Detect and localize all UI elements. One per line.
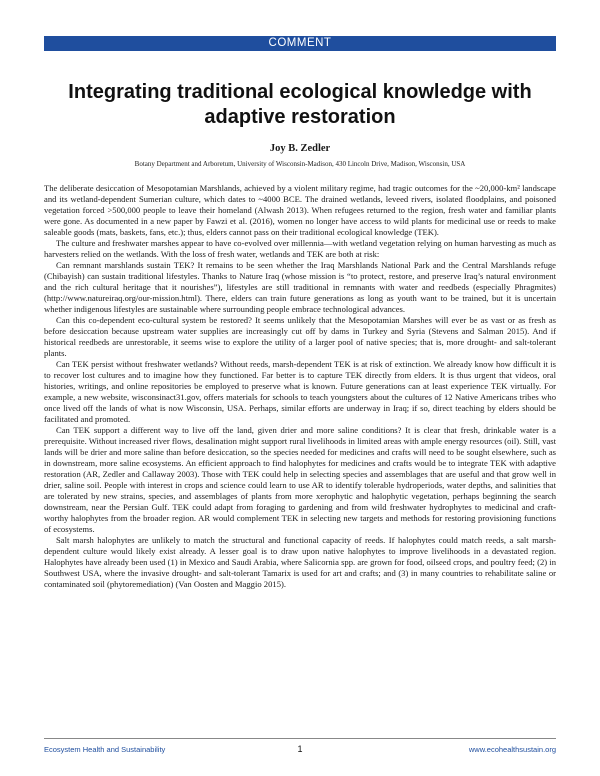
footer-divider bbox=[44, 738, 556, 739]
paragraph: Can this co-dependent eco-cultural system be restored? It seems unlikely that the Mesopotamian Marshes will ever be as vast or as fresh as before desiccation because upstream water supplies are increasingly cut off by dams in Turkey and Syria (Stevens and Salman 2015). And if historical reedbeds are unrestorable, it seems wise to explore the utility of a larger pool of native species; that is, more drought- and salt-tolerant plants. bbox=[44, 315, 556, 358]
journal-name: Ecosystem Health and Sustainability bbox=[44, 745, 166, 754]
author-name: Joy B. Zedler bbox=[269, 143, 331, 154]
section-banner: COMMENT bbox=[44, 36, 556, 51]
author-affiliation: Botany Department and Arboretum, University of Wisconsin-Madison, 430 Lincoln Drive, Madison, Wisconsin, USA bbox=[134, 160, 466, 168]
page-number: 1 bbox=[297, 744, 303, 754]
article-title: Integrating traditional ecological knowledge with adaptive restoration bbox=[68, 81, 532, 128]
paragraph: Can remnant marshlands sustain TEK? It remains to be seen whether the Iraq Marshlands National Park and the Central Marshlands refuge (Chibayish) can sustain traditional lifestyles. Thanks to Nature Iraq (whose mission is “to protect, restore, and preserve Iraq’s natural environment and the rich cultural heritage that it nourishes”), lifestyles are still traditional in remnants with water and reedbeds (especially Phragmites) (http://www.natureiraq.org/our-mission.html). There, elders can train future generations as long as youth want to be trained, but it is uncertain whether indigenous lifestyles are sustainable where surrounding people embrace technological advances. bbox=[44, 260, 556, 314]
journal-url[interactable]: www.ecohealthsustain.org bbox=[468, 745, 556, 754]
paragraph: The deliberate desiccation of Mesopotamian Marshlands, achieved by a violent military regime, had tragic outcomes for the ~20,000-km² landscape and its wetland-dependent Sumerian culture, which dates to ~4000 BCE. The drained wetlands, leveed rivers, isolated floodplains, and poisoned vegetation forced >500,000 people to leave their homeland (Alwash 2013). When refugees returned to the region, fresh water and familiar plants were gone. As documented in a new paper by Fawzi et al. (2016), women no longer have access to wild plants for medicinal use or reeds to make saleable goods (mats, baskets, fans, etc.); thus, elders cannot pass on their traditional ecological knowledge (TEK). bbox=[44, 183, 556, 237]
paragraph: Can TEK persist without freshwater wetlands? Without reeds, marsh-dependent TEK is at risk of extinction. We already know how difficult it is to recover lost cultures and to imagine how they functioned. Far better is to capture TEK directly from elders. It is thus urgent that videos, oral histories, writings, and online repositories be employed to preserve what is known. Future generations can at least experience TEK virtually. For example, a new website, wisconsinact31.gov, offers materials for schools to teach youngsters about the cultures of 12 Native Americans tribes who once lived off the lands of what is now Wisconsin, USA. Perhaps, similar efforts are underway in Iraq; if so, direct teaching by elders should be facilitated and promoted. bbox=[44, 359, 556, 424]
paragraph: The culture and freshwater marshes appear to have co-evolved over millennia—with wetland vegetation relying on human harvesting as much as harvesters relied on the wetlands. With the loss of fresh water, wetlands and TEK are both at risk: bbox=[44, 238, 556, 259]
paragraph: Can TEK support a different way to live off the land, given drier and more saline conditions? It is clear that fresh, drinkable water is a prerequisite. Without increased river flows, desalination might support rural livelihoods in limited areas with ample energy resources (oil). Still, vast lands will be drier and more saline than before desiccation, so the species needed for medicines and crafts will need to be sought elsewhere, such as in downstream, more saline ecosystems. An efficient approach to find halophytes for medicines and crafts would be to integrate TEK with adaptive restoration (AR, Zedler and Callaway 2003). Those with TEK could help in selecting species and assemblages that are useful and that grow well in drier, saline soil. People with interest in crops and science could learn to use AR to identify tolerable hydroperiods, water depths, and salinities that are tolerated by new strains, species, and assemblages of plants from more xerophytic and halophytic vegetation, perhaps beginning the search downstream, near the Persian Gulf. TEK could adapt from foraging to gardening and from wild freshwater hydrophytes to medicinal and craft-worthy halophytes from the broader region. AR would complement TEK in selecting new targets and methods for restoring provisioning functions of ecosystems. bbox=[44, 425, 556, 534]
article-body bbox=[44, 183, 556, 590]
paragraph: Salt marsh halophytes are unlikely to match the structural and functional capacity of reeds. If halophytes could match reeds, a salt marsh-dependent culture would likely exist already. A lesser goal is to draw upon native halophytes to improve livelihoods in a devastated region. Halophytes have already been used (1) in Mexico and Saudi Arabia, where Salicornia spp. are grown for food, oilseed crops, and poultry feed; (2) in Southwest USA, where the invasive drought- and salt-tolerant Tamarix is used for art and crafts; and (3) in many countries to rehabilitate saline or contaminated soil (phytoremediation) (Van Oosten and Maggio 2015). bbox=[44, 535, 556, 589]
